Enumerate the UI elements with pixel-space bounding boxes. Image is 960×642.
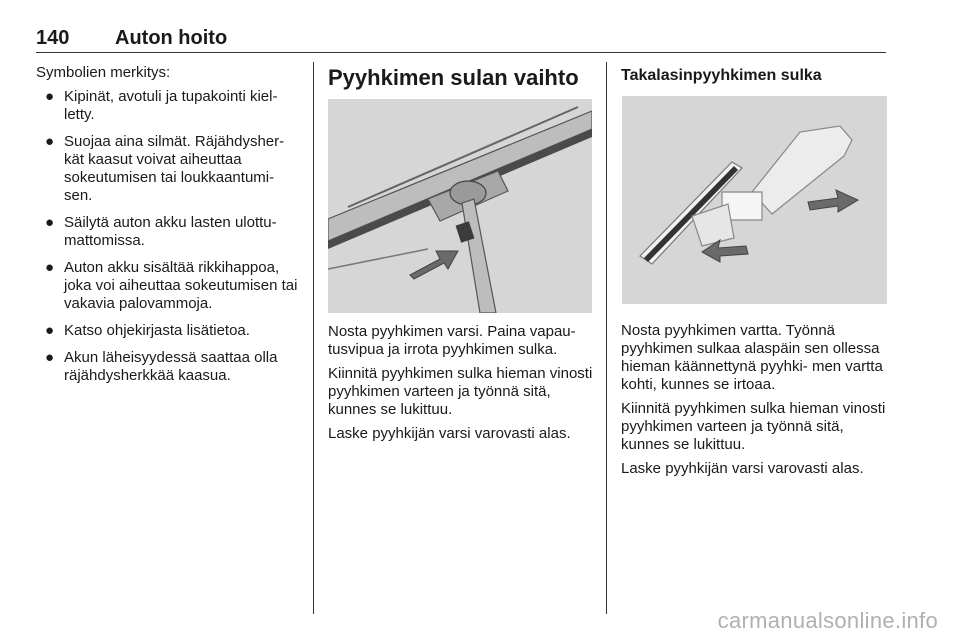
list-item: [36, 349, 302, 385]
list-item-text: Akun läheisyydessä saattaa olla räjähdysherkkää kaasua.: [64, 349, 278, 384]
column-divider-left: [313, 62, 314, 614]
bullet-icon: ●: [45, 88, 55, 105]
list-item: [36, 214, 302, 250]
watermark: carmanualsonline.info: [717, 608, 938, 633]
instruction-paragraph: Nosta pyyhkimen varsi. Paina vapau- tusvipua ja irrota pyyhkimen sulka.: [328, 323, 576, 358]
chapter-title: Auton hoito: [115, 27, 228, 49]
subsection-title: Takalasinpyyhkimen sulka: [621, 67, 822, 84]
list-item: [36, 133, 302, 205]
wiper-instructions: [328, 323, 594, 449]
wiper-blade-icon: [328, 99, 592, 313]
column-wiper-blade: [328, 64, 594, 92]
list-item-text: Katso ohjekirjasta lisätietoa.: [64, 322, 250, 339]
bullet-icon: ●: [45, 322, 55, 339]
column-rear-wiper: [621, 64, 887, 86]
instruction-paragraph: Nosta pyyhkimen vartta. Työnnä pyyhkimen sulkaa alaspäin sen ollessa hieman käännettynä pyyhki- men vartta kohti, kunnes se irtoaa.: [621, 322, 883, 393]
rear-wiper-icon: [622, 96, 887, 304]
bullet-icon: ●: [45, 349, 55, 366]
bullet-icon: ●: [45, 214, 55, 231]
column-symbols: [36, 64, 302, 394]
instruction-paragraph: Kiinnitä pyyhkimen sulka hieman vinosti pyyhkimen varteen ja työnnä sitä, kunnes se lukittuu.: [621, 400, 886, 453]
page-header: [36, 26, 886, 53]
wiper-blade-release-illustration: [328, 99, 592, 313]
rear-wiper-blade-illustration: [622, 96, 887, 304]
list-item: [36, 259, 302, 313]
symbols-list: [36, 88, 302, 385]
list-item-text: Suojaa aina silmät. Räjähdysher- kät kaasut voivat aiheuttaa sokeutumisen tai loukkaantumi- sen.: [64, 133, 285, 204]
list-item-text: Kipinät, avotuli ja tupakointi kiel- letty.: [64, 88, 278, 123]
instruction-paragraph: Kiinnitä pyyhkimen sulka hieman vinosti pyyhkimen varteen ja työnnä sitä, kunnes se lukittuu.: [328, 365, 593, 418]
rear-wiper-instructions: [621, 322, 887, 484]
list-item-text: Auton akku sisältää rikkihappoa, joka voi aiheuttaa sokeutumisen tai vakavia palovammoja.: [64, 259, 298, 312]
list-item: [36, 88, 302, 124]
bullet-icon: ●: [45, 133, 55, 150]
symbols-intro: Symbolien merkitys:: [36, 64, 171, 81]
section-title: Pyyhkimen sulan vaihto: [328, 65, 579, 90]
bullet-icon: ●: [45, 259, 55, 276]
instruction-paragraph: Laske pyyhkijän varsi varovasti alas.: [621, 460, 864, 477]
column-divider-right: [606, 62, 607, 614]
instruction-paragraph: Laske pyyhkijän varsi varovasti alas.: [328, 425, 571, 442]
page-number: 140: [36, 27, 70, 49]
list-item: [36, 322, 302, 340]
list-item-text: Säilytä auton akku lasten ulottu- mattomissa.: [64, 214, 277, 249]
